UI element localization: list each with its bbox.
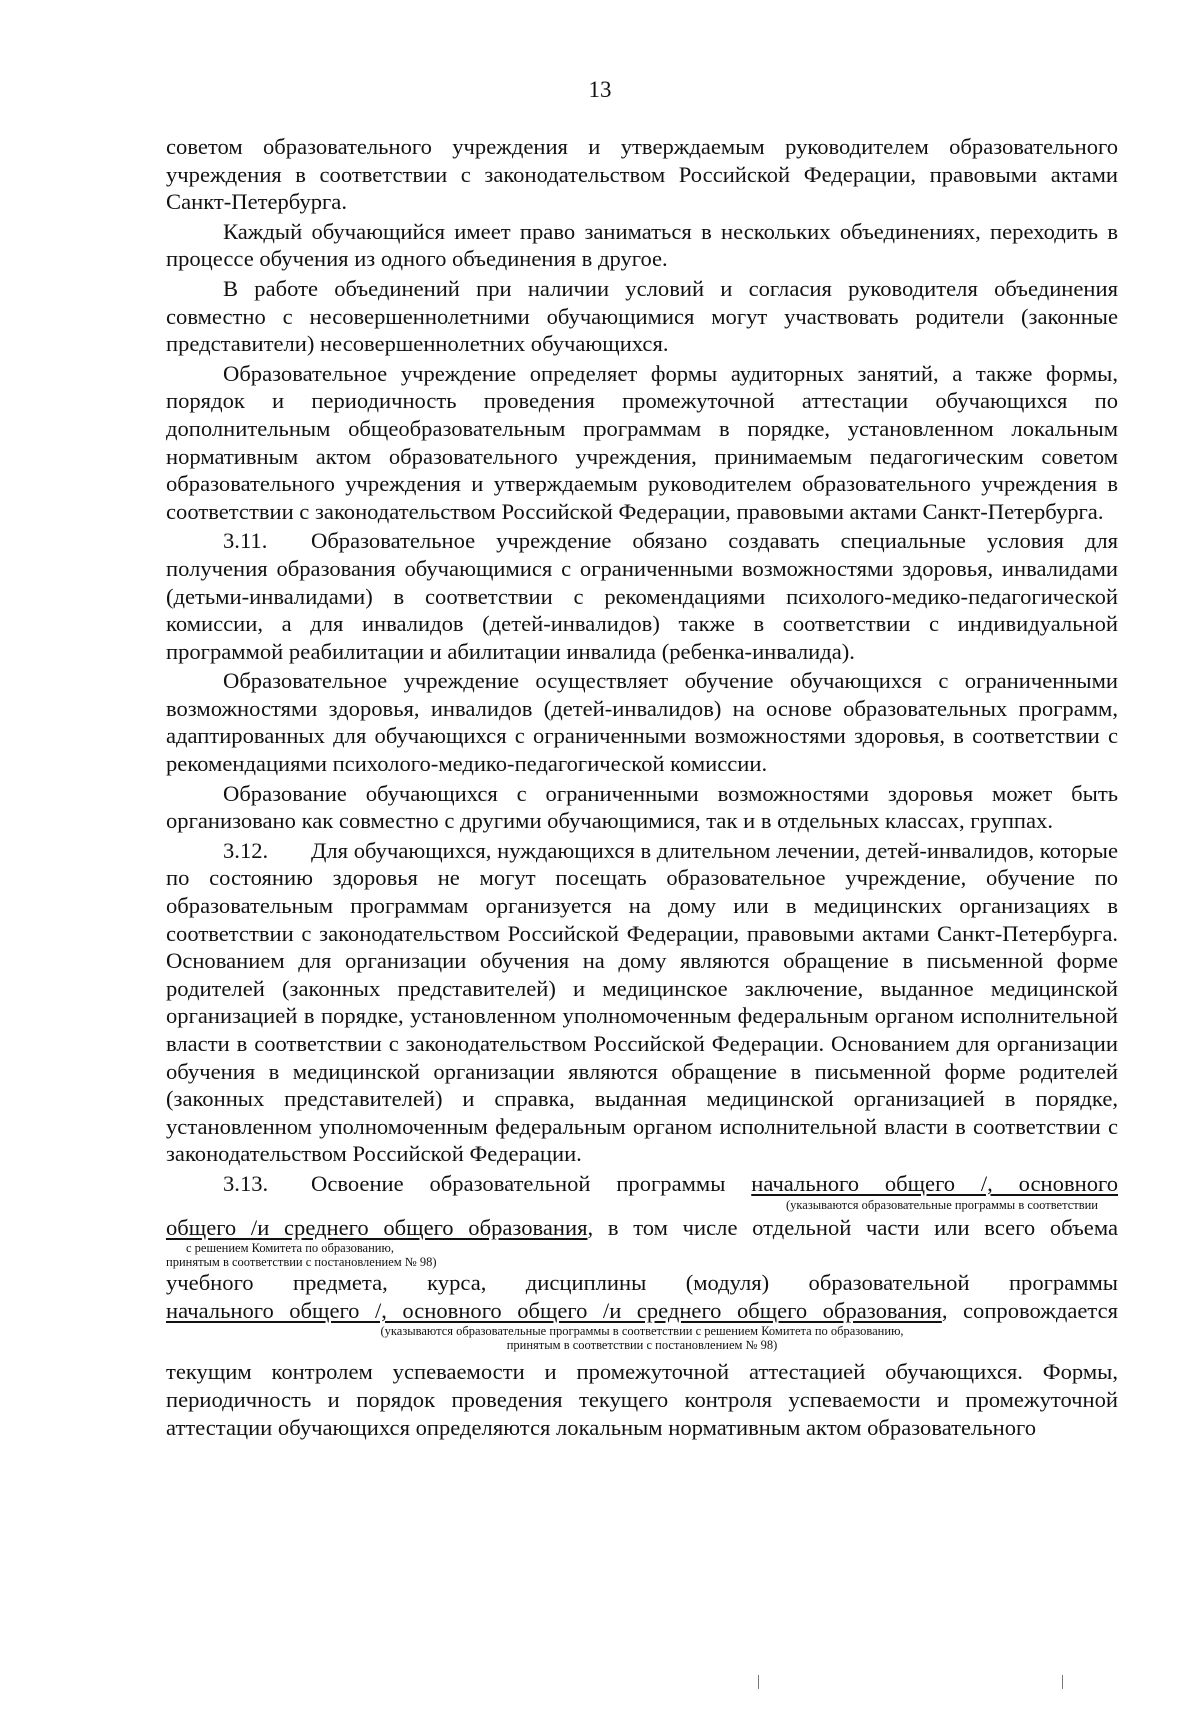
clause-text: , в том числе отдельной части или всего объема — [587, 1214, 1118, 1240]
clause-text: Для обучающихся, нуждающихся в длительном лечении, детей-инвалидов, которые по состоянию здоровья не могут посещать образовательное учреждение, обучение по образовательным программам организуется на дому или в медицинских организациях в соответствии с законодательством Российской Федерации, правовыми актами Санкт-Петербурга. Основанием для организации обучения на дому являются обращение в письменной форме родителей (законных представителей) и медицинское заключение, выданное медицинской организацией в порядке, установленном уполномоченным федеральным органом исполнительной власти в соответствии с законодательством Российской Федерации. Основанием для организации обучения в медицинской организации являются обращение в письменной форме родителей (законных представителей) и справка, выданная медицинской организацией в порядке, установленном уполномоченным федеральным органом исполнительной власти в соответствии с законодательством Российской Федерации. — [166, 837, 1118, 1167]
clause-3-11 — [166, 527, 1118, 665]
footnote-line: принятым в соответствии с постановлением № 98) — [166, 1255, 437, 1270]
clause-text: Образовательное учреждение обязано создавать специальные условия для получения образования обучающимися с ограниченными возможностями здоровья, инвалидами (детьми-инвалидами) в соответствии с рекомендациями психолого-медико-педагогической комиссии, а для инвалидов (детей-инвалидов) также в соответствии с индивидуальной программой реабилитации и абилитации инвалида (ребенка-инвалида). — [166, 528, 1118, 664]
paragraph-joint-education: Образование обучающихся с ограниченными возможностями здоровья может быть организовано как совместно с другими обучающимися, так и в отдельных классах, группах. — [166, 780, 1118, 834]
paragraph-parents-participation: В работе объединений при наличии условий и согласия руководителя объединения совместно с несовершеннолетними обучающимися могут участвовать родители (законные представители) несовершеннолетних обучающихся. — [166, 275, 1118, 357]
footnote-line: принятым в соответствии с постановлением № 98) — [506, 1338, 778, 1353]
document-body — [166, 133, 1118, 1441]
clause-number: 3.12. — [223, 837, 269, 863]
underlined-programs: начального общего /, основного общего /и среднего общего образования — [166, 1297, 942, 1323]
scan-mark — [758, 1675, 759, 1689]
paragraph-attestation-forms: Образовательное учреждение определяет формы аудиторных занятий, а также формы, порядок и периодичность проведения промежуточной аттестации обучающихся по дополнительным общеобразовательным программам в порядке, установленном локальным нормативным актом образовательного учреждения, принимаемым педагогическим советом образовательного учреждения и утверждаемым руководителем образовательного учреждения в соответствии с законодательством Российской Федерации, правовыми актами Санкт-Петербурга. — [166, 360, 1118, 524]
scan-mark — [1062, 1675, 1063, 1689]
clause-3-13-line4 — [166, 1297, 1118, 1325]
clause-3-12 — [166, 837, 1118, 1168]
clause-text: , сопровождается — [941, 1297, 1118, 1323]
clause-number: 3.13. — [223, 1170, 269, 1196]
footnote-line: (указываются образовательные программы в соответствии с решением Комитета по образованию, — [380, 1324, 904, 1339]
clause-3-13-line2 — [166, 1214, 1118, 1242]
paragraph-adapted-programs: Образовательное учреждение осуществляет обучение обучающихся с ограниченными возможностями здоровья, инвалидов (детей-инвалидов) на основе образовательных программ, адаптированных для обучающихся с ограниченными возможностями здоровья, в соответствии с рекомендациями психолого-медико-педагогической комиссии. — [166, 668, 1118, 777]
page-number: 13 — [588, 77, 612, 102]
clause-text: Освоение образовательной программы — [311, 1170, 726, 1196]
clause-3-13-continuation: текущим контролем успеваемости и промежуточной аттестацией обучающихся. Формы, периодичность и порядок проведения текущего контроля успеваемости и промежуточной аттестации обучающихся определяются локальным нормативным актом образовательного — [166, 1359, 1118, 1440]
footnote-line: (указываются образовательные программы в соответствии — [786, 1197, 1098, 1212]
paragraph-multiple-associations: Каждый обучающийся имеет право заниматься в нескольких объединениях, переходить в процессе обучения из одного объединения в другое. — [166, 218, 1118, 272]
underlined-programs: общего /и среднего общего образования — [166, 1214, 588, 1240]
paragraph-continuation: советом образовательного учреждения и утверждаемым руководителем образовательного учреждения в соответствии с законодательством Российской Федерации, правовыми актами Санкт-Петербурга. — [166, 134, 1118, 215]
clause-3-13-line1 — [166, 1170, 1118, 1198]
clause-3-13-line3: учебного предмета, курса, дисциплины (модуля) образовательной программы — [166, 1270, 1118, 1296]
footnote-line: с решением Комитета по образованию, — [186, 1241, 394, 1256]
underlined-programs: начального общего /, основного — [751, 1170, 1119, 1196]
clause-number: 3.11. — [223, 528, 268, 554]
